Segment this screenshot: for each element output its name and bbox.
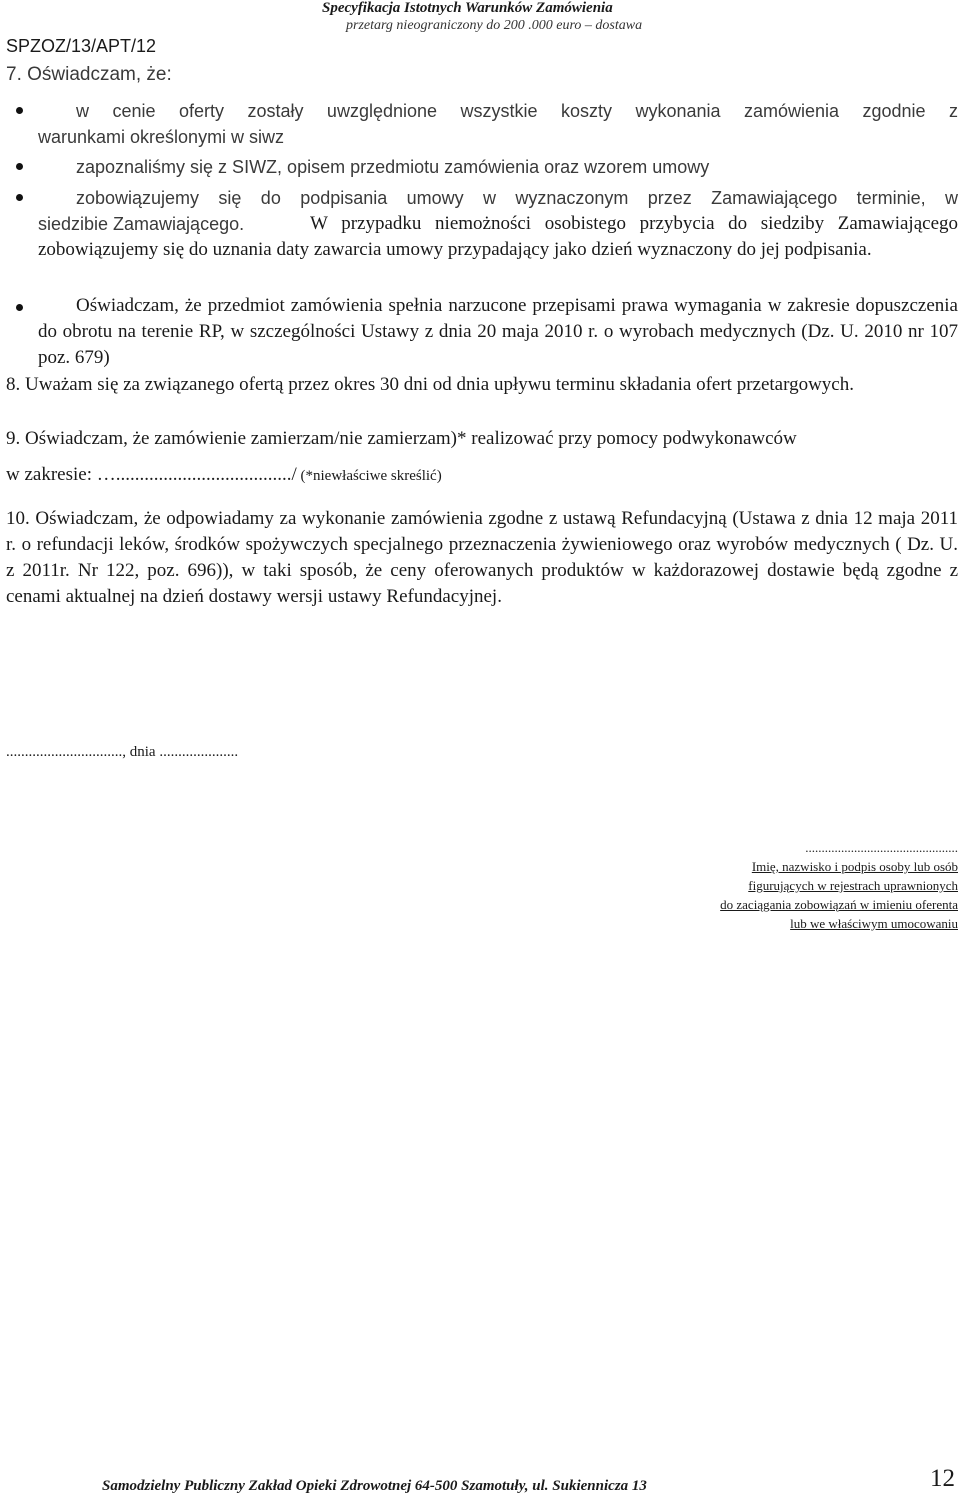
bullet-icon (16, 194, 23, 201)
signature-caption-3: do zaciągania zobowiązań w imieniu oferenta (720, 897, 958, 912)
signature-block (600, 838, 958, 933)
signature-caption-1: Imię, nazwisko i podpis osoby lub osób (751, 859, 958, 874)
signature-dots: ............................................... (805, 840, 958, 855)
section8: 8. Uważam się za związanego ofertą przez okres 30 dni od dnia upływu terminu składania ofert przetargowych. (6, 374, 854, 395)
footer-text: Samodzielny Publiczny Zakład Opieki Zdrowotnej 64-500 Szamotuły, ul. Sukiennicza 13 (102, 1478, 647, 1494)
header-subtitle: przetarg nieograniczony do 200 .000 euro – dostawa (346, 18, 643, 33)
document-code: SPZOZ/13/APT/12 (6, 36, 157, 56)
place-date-line: ..............................., dnia ..................... (6, 744, 239, 760)
section7-bullet1-line2: warunkami określonymi w siwz (38, 127, 285, 147)
section9-note: (*niewłaściwe skreślić) (296, 468, 442, 484)
section7-bullet3-line2: siedzibie Zamawiającego. (38, 214, 245, 234)
signature-caption-4: lub we właściwym umocowaniu (790, 916, 958, 931)
section9-scope: w zakresie: …...................................../ (6, 464, 297, 485)
section7-bullet2: zapoznaliśmy się z SIWZ, opisem przedmiotu zamówienia oraz wzorem umowy (76, 157, 710, 177)
section7-bullet4: Oświadczam, że przedmiot zamówienia spełnia narzucone przepisami prawa wymagania w zakresie dopuszczenia do obrotu na terenie RP, w szczególności Ustawy z dnia 20 maja 2010 r. o wyrobach medycznych (Dz. U. 2010 nr 107 poz. 679) (38, 295, 958, 368)
page-number: 12 (930, 1465, 955, 1492)
bullet-icon (16, 163, 23, 170)
signature-caption-2: figurujących w rejestrach uprawnionych (748, 878, 958, 893)
bullet-icon (16, 107, 23, 114)
header-title: Specyfikacja Istotnych Warunków Zamówienia (322, 0, 613, 16)
bullet-icon (16, 304, 23, 311)
section7-heading: 7. Oświadczam, że: (6, 64, 172, 85)
section7-bullet3-line1: zobowiązujemy się do podpisania umowy w wyznaczonym przez Zamawiającego terminie, w (76, 188, 958, 208)
section7-bullet3-continuation: W przypadku niemożności osobistego przybycia do siedziby Zamawiającego zobowiązujemy się do uznania daty zawarcia umowy przypadający jako dzień wyznaczony do jej podpisania. (38, 213, 958, 260)
section9-line2 (6, 464, 442, 486)
section7-bullet1-line1: w cenie oferty zostały uwzględnione wszystkie koszty wykonania zamówienia zgodnie z (76, 101, 958, 121)
section10: 10. Oświadczam, że odpowiadamy za wykonanie zamówienia zgodne z ustawą Refundacyjną (Ustawa z dnia 12 maja 2011 r. o refundacji leków, środków spożywczych specjalnego przeznaczenia żywieniowego oraz wyrobów medycznych ( Dz. U. z 2011r. Nr 122, poz. 696)), w taki sposób, że ceny oferowanych produktów w każdorazowej dostawie będą zgodne z cenami aktualnej na dzień dostawy wersji ustawy Refundacyjnej. (6, 508, 958, 607)
section9-line1: 9. Oświadczam, że zamówienie zamierzam/nie zamierzam)* realizować przy pomocy podwykonawców (6, 428, 797, 449)
